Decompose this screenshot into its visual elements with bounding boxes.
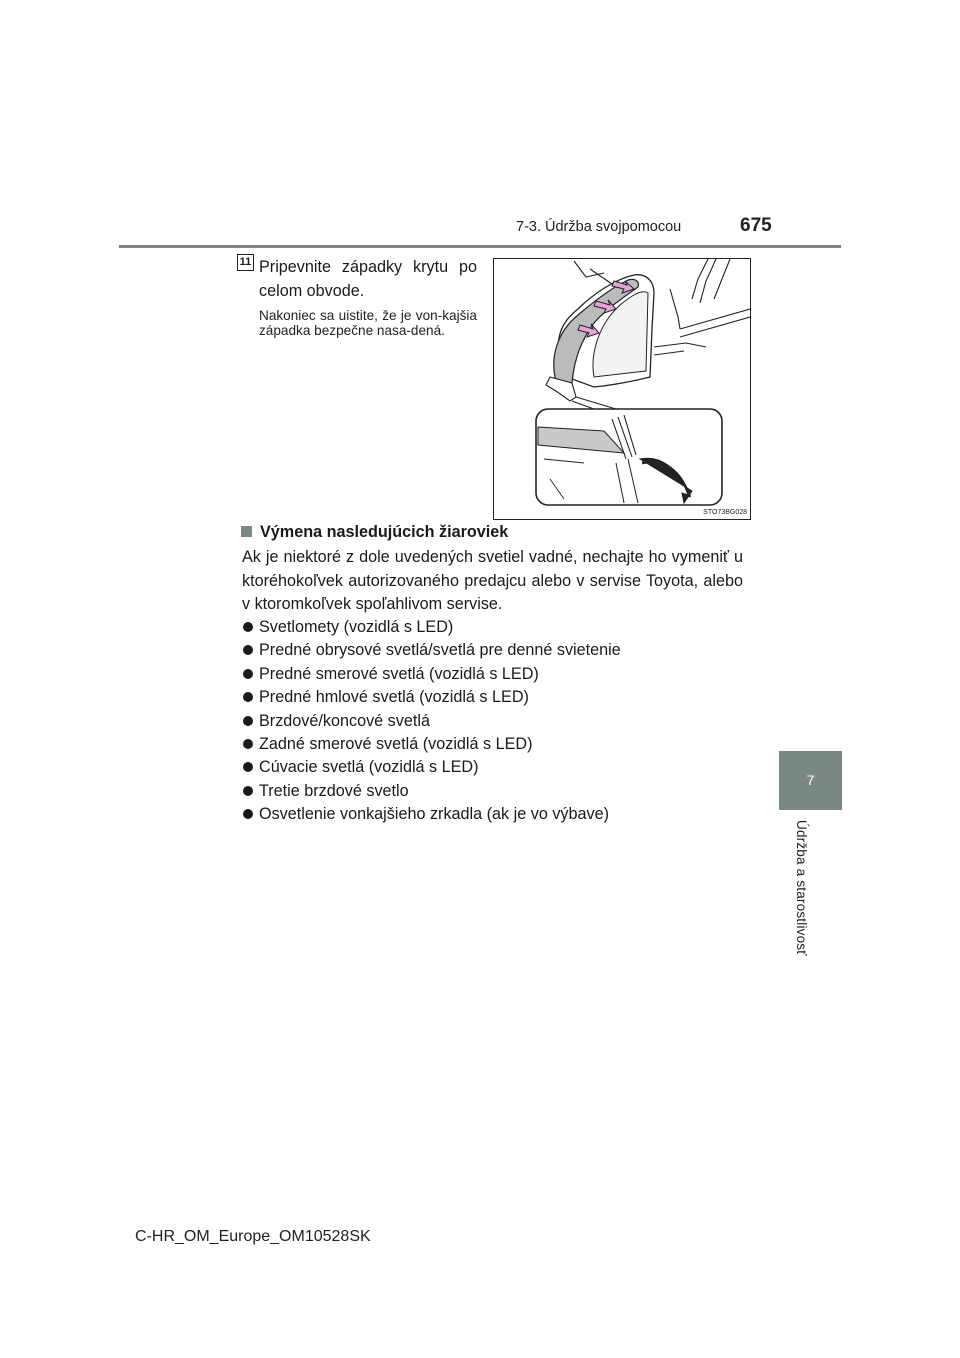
step-instruction: Pripevnite západky krytu po celom obvode. [259, 258, 477, 300]
chapter-label: Údržba a starostlivosť [794, 820, 809, 956]
mirror-cover-illustration [493, 258, 751, 520]
section-heading [241, 523, 508, 542]
step-number-badge: 11 [237, 254, 254, 271]
bullet-icon [243, 809, 253, 819]
document-id: C-HR_OM_Europe_OM10528SK [135, 1228, 371, 1245]
header-divider [119, 245, 841, 248]
section-heading-text: Výmena nasledujúcich žiaroviek [260, 523, 509, 541]
header-section-title: 7-3. Údržba svojpomocou [516, 219, 682, 235]
bullet-icon [243, 622, 253, 632]
section-body: Ak je niektoré z dole uvedených svetiel vadné, nechajte ho vymeniť u ktoréhokoľvek autorizovaného predajcu alebo v servise Toyota, alebo v ktoromkoľvek spoľahlivom servise. [242, 548, 743, 613]
step-note: Nakoniec sa uistite, že je von-kajšia západka bezpečne nasa-dená. [259, 308, 477, 338]
bullet-icon [243, 669, 253, 679]
mirror-illustration-drawing [494, 259, 750, 519]
list-item: Osvetlenie vonkajšieho zrkadla (ak je vo výbave) [243, 803, 621, 826]
callout-lines [572, 397, 616, 409]
list-item: Predné obrysové svetlá/svetlá pre denné svietenie [243, 639, 621, 662]
bullet-icon [243, 786, 253, 796]
bulb-list [243, 616, 621, 827]
list-item: Predné smerové svetlá (vozidlá s LED) [243, 663, 621, 686]
heading-square-marker [241, 526, 252, 537]
chapter-tab [779, 751, 842, 810]
bullet-icon [243, 739, 253, 749]
list-item: Predné hmlové svetlá (vozidlá s LED) [243, 686, 621, 709]
bullet-icon [243, 762, 253, 772]
list-item: Tretie brzdové svetlo [243, 780, 621, 803]
list-item: Brzdové/koncové svetlá [243, 710, 621, 733]
bullet-icon [243, 645, 253, 655]
list-item: Zadné smerové svetlá (vozidlá s LED) [243, 733, 621, 756]
list-item: Svetlomety (vozidlá s LED) [243, 616, 621, 639]
figure-code: STO73BG028 [703, 509, 747, 516]
page-number: 675 [740, 215, 772, 236]
bullet-icon [243, 716, 253, 726]
bullet-icon [243, 692, 253, 702]
chapter-number: 7 [806, 772, 815, 788]
list-item: Cúvacie svetlá (vozidlá s LED) [243, 756, 621, 779]
detail-inset [536, 409, 722, 505]
